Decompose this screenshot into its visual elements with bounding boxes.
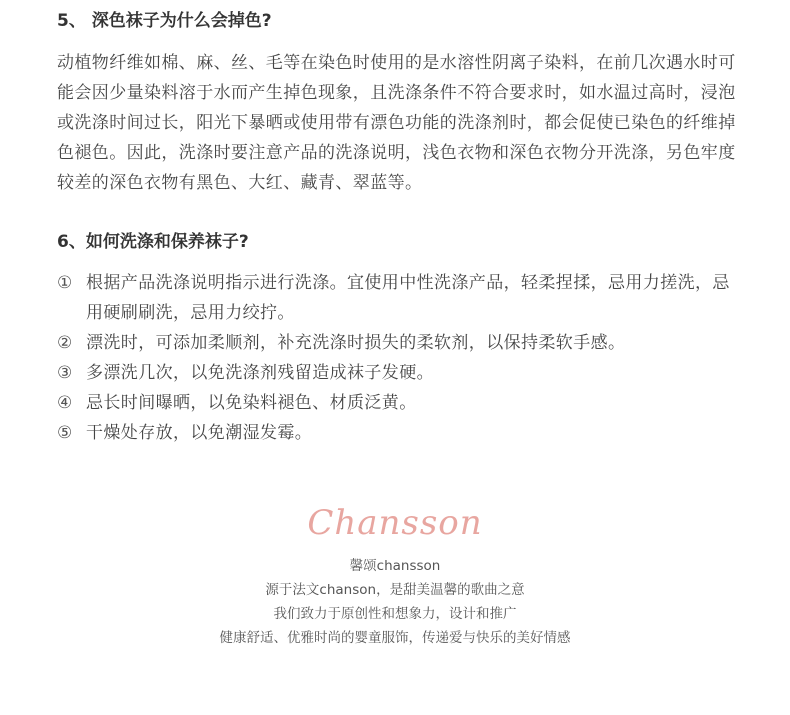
- step-number: ④: [57, 393, 73, 413]
- section-5-heading: 5、 深色袜子为什么会掉色?: [57, 11, 272, 31]
- step-text: 漂洗时，可添加柔顺剂，补充洗涤时损失的柔软剂，以保持柔软手感。: [86, 333, 626, 353]
- brand-block: [0, 500, 790, 650]
- step-text: 多漂洗几次，以免洗涤剂残留造成袜子发硬。: [86, 363, 434, 383]
- brand-line-3: 健康舒适、优雅时尚的婴童服饰，传递爱与快乐的美好情感: [219, 630, 571, 646]
- step-number: ⑤: [57, 423, 73, 443]
- brand-line-1: 源于法文chanson，是甜美温馨的歌曲之意: [265, 582, 525, 598]
- list-item: [57, 268, 747, 328]
- brand-line-2: 我们致力于原创性和想象力，设计和推广: [273, 606, 517, 622]
- step-text: 根据产品洗涤说明指示进行洗涤。宜使用中性洗涤产品，轻柔捏揉，忌用力搓洗，忌用硬刷刷洗，忌用力绞拧。: [86, 273, 730, 323]
- list-item: [57, 328, 747, 358]
- chansson-logo: [0, 500, 790, 546]
- section-sock-care: [57, 230, 747, 448]
- list-item: [57, 388, 747, 418]
- step-number: ②: [57, 333, 73, 353]
- care-steps-list: [57, 268, 747, 448]
- step-text: 忌长时间曝晒，以免染料褪色、材质泛黄。: [86, 393, 417, 413]
- step-text: 干燥处存放，以免潮湿发霉。: [86, 423, 313, 443]
- step-number: ①: [57, 273, 73, 293]
- list-item: [57, 418, 747, 448]
- step-number: ③: [57, 363, 73, 383]
- logo-wordmark: Chansson: [307, 503, 483, 543]
- list-item: [57, 358, 747, 388]
- section-dark-socks-fading: [57, 9, 747, 198]
- brand-name: 馨颂chansson: [349, 558, 441, 574]
- brand-description: [0, 554, 790, 650]
- section-6-heading: 6、如何洗涤和保养袜子?: [57, 232, 249, 252]
- section-5-paragraph: 动植物纤维如棉、麻、丝、毛等在染色时使用的是水溶性阴离子染料，在前几次遇水时可能会因少量染料溶于水而产生掉色现象，且洗涤条件不符合要求时，如水温过高时，浸泡或洗涤时间过长，阳光下暴晒或使用带有漂色功能的洗涤剂时，都会促使已染色的纤维掉色褪色。因此，洗涤时要注意产品的洗涤说明，浅色衣物和深色衣物分开洗涤，另色牢度较差的深色衣物有黑色、大红、藏青、翠蓝等。: [57, 53, 736, 193]
